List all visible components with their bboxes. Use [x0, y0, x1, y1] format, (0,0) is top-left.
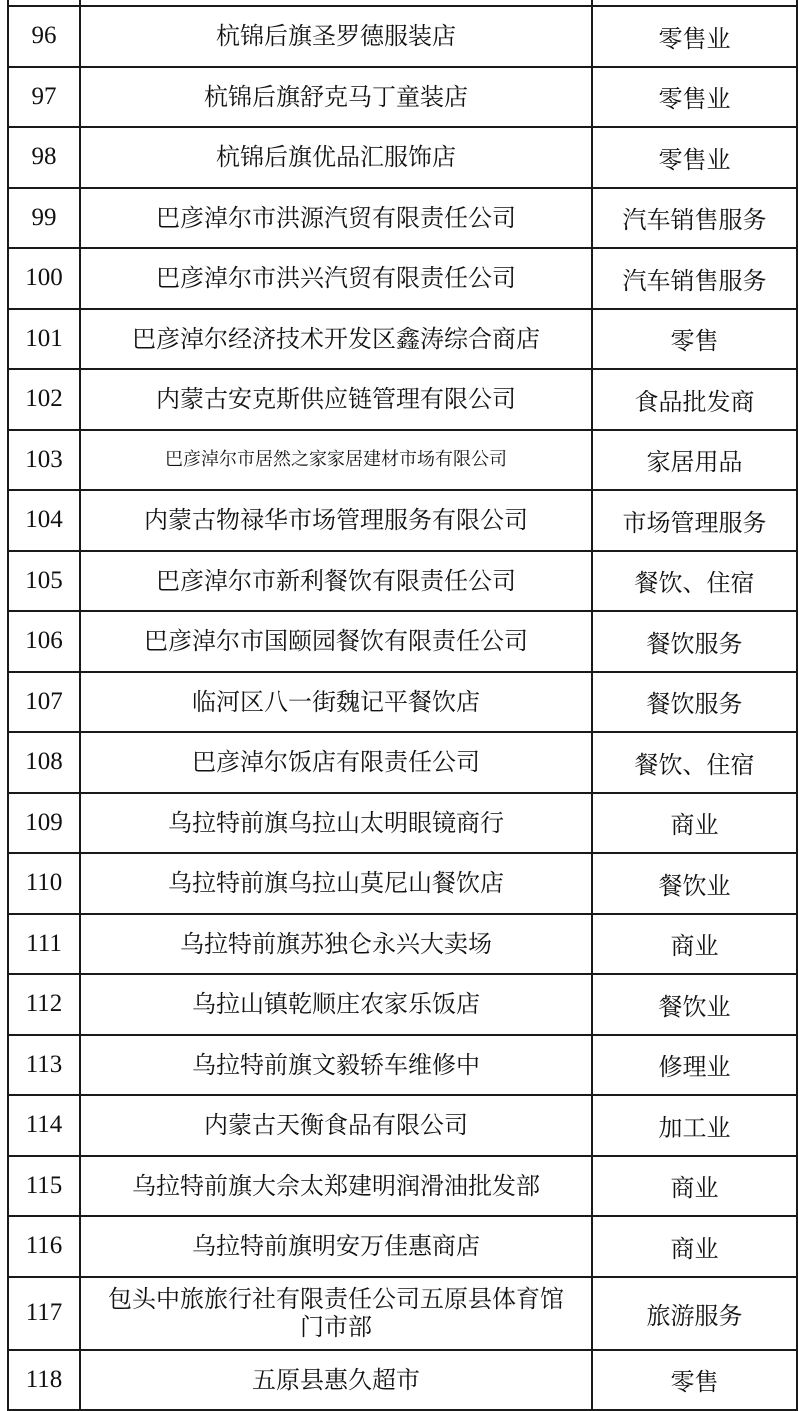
table-row [8, 369, 797, 430]
table-row [8, 672, 797, 733]
company-name: 内蒙古安克斯供应链管理有限公司 [80, 369, 592, 430]
row-number: 116 [8, 1216, 80, 1277]
industry: 修理业 [592, 1035, 797, 1096]
industry: 零售业 [592, 6, 797, 67]
industry: 零售业 [592, 67, 797, 128]
table-row [8, 793, 797, 854]
industry: 汽车销售服务 [592, 248, 797, 309]
table-row [8, 127, 797, 188]
table-row [8, 1156, 797, 1217]
table-row [8, 309, 797, 370]
company-name: 包头中旅旅行社有限责任公司五原县体育馆门市部 [80, 1277, 592, 1350]
company-name: 内蒙古天衡食品有限公司 [80, 1095, 592, 1156]
table-row [8, 188, 797, 249]
company-name: 巴彦淖尔饭店有限责任公司 [80, 732, 592, 793]
row-number: 104 [8, 490, 80, 551]
row-number: 106 [8, 611, 80, 672]
industry: 商业 [592, 914, 797, 975]
row-number: 99 [8, 188, 80, 249]
table-row [8, 611, 797, 672]
company-name: 乌拉特前旗乌拉山莫尼山餐饮店 [80, 853, 592, 914]
industry: 餐饮、住宿 [592, 732, 797, 793]
industry: 餐饮业 [592, 974, 797, 1035]
table-row [8, 1350, 797, 1411]
company-name: 乌拉特前旗明安万佳惠商店 [80, 1216, 592, 1277]
row-number: 117 [8, 1277, 80, 1350]
table-row [8, 6, 797, 67]
table-row [8, 853, 797, 914]
table-row [8, 732, 797, 793]
table-row [8, 1095, 797, 1156]
industry: 餐饮服务 [592, 672, 797, 733]
row-number: 113 [8, 1035, 80, 1096]
company-name: 乌拉特前旗苏独仑永兴大卖场 [80, 914, 592, 975]
industry: 汽车销售服务 [592, 188, 797, 249]
row-number: 103 [8, 430, 80, 491]
row-number: 107 [8, 672, 80, 733]
company-name: 杭锦后旗优品汇服饰店 [80, 127, 592, 188]
table-row [8, 248, 797, 309]
company-table [7, 0, 798, 1411]
industry: 零售业 [592, 127, 797, 188]
company-name: 巴彦淖尔市洪兴汽贸有限责任公司 [80, 248, 592, 309]
company-name: 乌拉特前旗大佘太郑建明润滑油批发部 [80, 1156, 592, 1217]
industry: 餐饮服务 [592, 611, 797, 672]
industry: 零售 [592, 1350, 797, 1411]
table-row [8, 430, 797, 491]
industry: 商业 [592, 793, 797, 854]
company-name: 五原县惠久超市 [80, 1350, 592, 1411]
industry: 零售 [592, 309, 797, 370]
industry: 食品批发商 [592, 369, 797, 430]
table-row [8, 1277, 797, 1350]
row-number: 109 [8, 793, 80, 854]
industry: 加工业 [592, 1095, 797, 1156]
row-number: 97 [8, 67, 80, 128]
industry: 商业 [592, 1156, 797, 1217]
row-number: 98 [8, 127, 80, 188]
table-row [8, 914, 797, 975]
company-name: 杭锦后旗圣罗德服装店 [80, 6, 592, 67]
industry: 商业 [592, 1216, 797, 1277]
row-number: 115 [8, 1156, 80, 1217]
company-name: 巴彦淖尔经济技术开发区鑫涛综合商店 [80, 309, 592, 370]
table-row [8, 67, 797, 128]
row-number: 108 [8, 732, 80, 793]
company-name: 内蒙古物禄华市场管理服务有限公司 [80, 490, 592, 551]
table-row [8, 1216, 797, 1277]
row-number: 111 [8, 914, 80, 975]
row-number: 114 [8, 1095, 80, 1156]
company-name: 巴彦淖尔市居然之家家居建材市场有限公司 [80, 430, 592, 491]
industry: 家居用品 [592, 430, 797, 491]
company-name: 乌拉特前旗乌拉山太明眼镜商行 [80, 793, 592, 854]
table-row [8, 551, 797, 612]
company-name: 巴彦淖尔市国颐园餐饮有限责任公司 [80, 611, 592, 672]
industry: 餐饮业 [592, 853, 797, 914]
row-number: 102 [8, 369, 80, 430]
table-row [8, 974, 797, 1035]
row-number: 118 [8, 1350, 80, 1411]
row-number: 96 [8, 6, 80, 67]
row-number: 112 [8, 974, 80, 1035]
company-name: 巴彦淖尔市新利餐饮有限责任公司 [80, 551, 592, 612]
industry: 餐饮、住宿 [592, 551, 797, 612]
row-number: 100 [8, 248, 80, 309]
company-name: 临河区八一街魏记平餐饮店 [80, 672, 592, 733]
table-row [8, 490, 797, 551]
row-number: 110 [8, 853, 80, 914]
company-name: 乌拉山镇乾顺庄农家乐饭店 [80, 974, 592, 1035]
industry: 市场管理服务 [592, 490, 797, 551]
table-row [8, 1035, 797, 1096]
row-number: 105 [8, 551, 80, 612]
company-name: 乌拉特前旗文毅轿车维修中 [80, 1035, 592, 1096]
row-number: 101 [8, 309, 80, 370]
company-name: 巴彦淖尔市洪源汽贸有限责任公司 [80, 188, 592, 249]
company-name: 杭锦后旗舒克马丁童装店 [80, 67, 592, 128]
industry: 旅游服务 [592, 1277, 797, 1350]
